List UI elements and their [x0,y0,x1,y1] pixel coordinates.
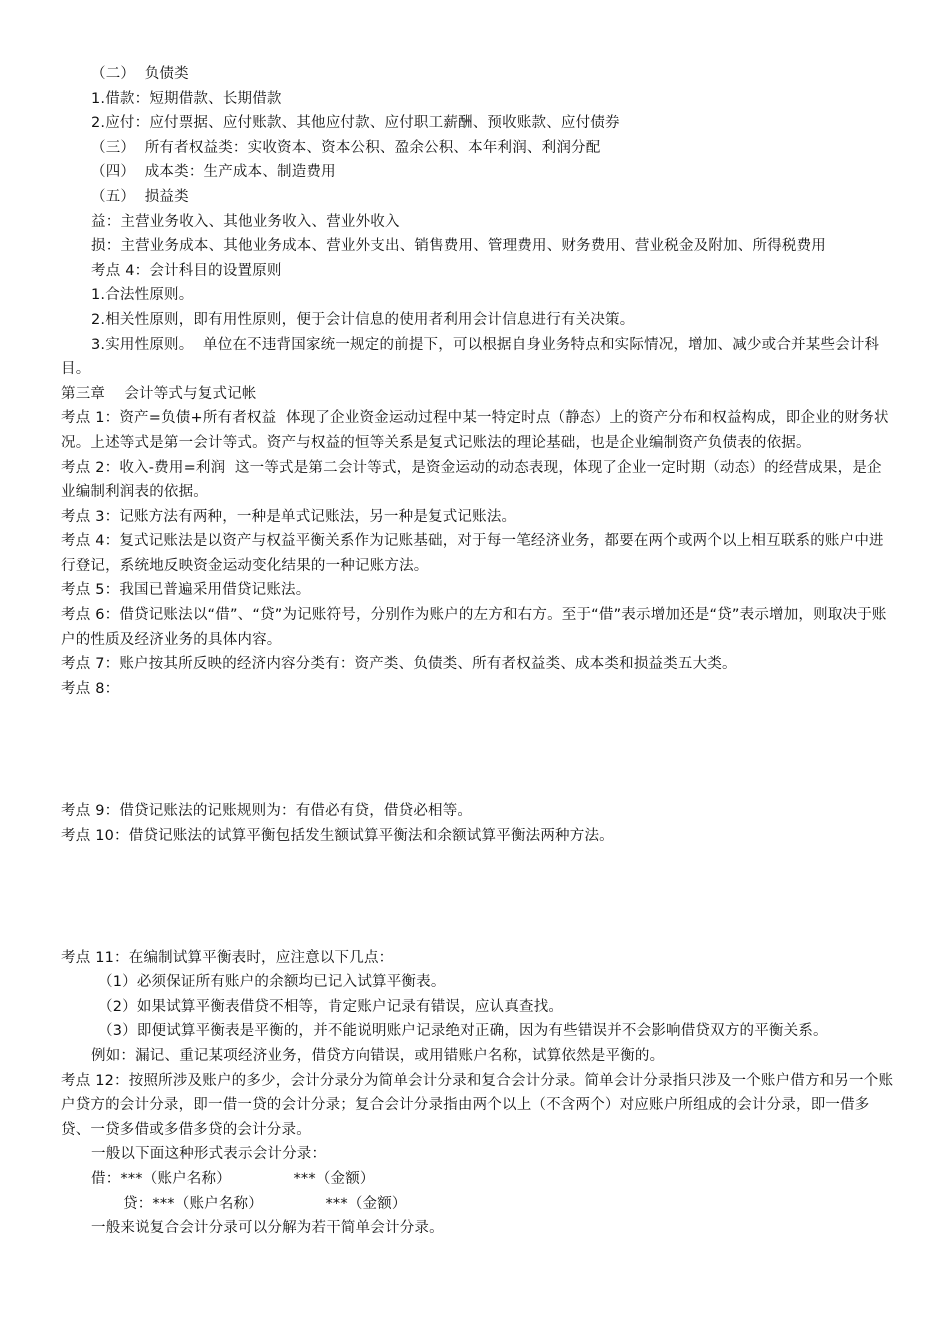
journal-credit-line: 贷：***（账户名称） ***（金额） [123,1195,407,1212]
list-item: （3）即便试算平衡表是平衡的，并不能说明账户记录绝对正确，因为有些错误并不会影响借贷双方的平衡关系。 [98,1023,828,1040]
point-paragraph: 考点 12：按照所涉及账户的多少，会计分录分为简单会计分录和复合会计分录。简单会计分录指只涉及一个账户借方和另一个账户贷方的会计分录，即一借一贷的会计分录；复合会计分录指由两个以上（不含两个）对应账户所组成的会计分录，即一借多贷、一贷多借或多借多贷的会计分录。 [61,1072,894,1138]
point-paragraph: 考点 9：借贷记账法的记账规则为：有借必有贷，借贷必相等。 [61,803,473,820]
point-paragraph: 考点 2：收入-费用=利润 这一等式是第二会计等式，是资金运动的动态表现，体现了企业一定时期（动态）的经营成果，是企业编制利润表的依据。 [61,459,882,501]
blank-space [61,701,895,799]
text-line: 2.相关性原则，即有用性原则，便于会计信息的使用者利用会计信息进行有关决策。 [91,311,635,328]
heading-liabilities: （二） 负债类 [91,66,189,82]
text-line: 一般以下面这种形式表示会计分录： [91,1146,327,1163]
point-paragraph: 考点 8： [61,680,120,697]
text-line: 一般来说复合会计分录可以分解为若干简单会计分录。 [91,1220,444,1237]
point-paragraph: 考点 4：复式记账法是以资产与权益平衡关系作为记账基础，对于每一笔经济业务，都要在两个或两个以上相互联系的账户中进行登记，系统地反映资金运动变化结果的一种记账方法。 [61,533,884,574]
list-item: （2）如果试算平衡表借贷不相等，肯定账户记录有错误，应认真查找。 [98,998,564,1015]
text-line: 1.借款：短期借款、长期借款 [91,90,282,107]
journal-debit-line: 借：***（账户名称） ***（金额） [91,1170,375,1187]
heading-equity: （三） 所有者权益类：实收资本、资本公积、盈余公积、本年利润、利润分配 [91,139,601,156]
document-page [61,62,895,1241]
point-paragraph: 考点 6：借贷记账法以“借”、“贷”为记账符号，分别作为账户的左方和右方。至于“借”表示增加还是“贷”表示增加，则取决于账户的性质及经济业务的具体内容。 [61,607,887,648]
text-line: 益：主营业务收入、其他业务收入、营业外收入 [91,213,400,230]
point-paragraph: 考点 5：我国已普遍采用借贷记账法。 [61,582,311,599]
text-line: 例如：漏记、重记某项经济业务，借贷方向错误，或用错账户名称，试算依然是平衡的。 [91,1048,665,1064]
point-paragraph: 考点 7：账户按其所反映的经济内容分类有：资产类、负债类、所有者权益类、成本类和损益类五大类。 [61,656,737,673]
heading-profit-loss: （五） 损益类 [91,188,189,205]
blank-space [61,849,895,946]
point-heading: 考点 4：会计科目的设置原则 [91,262,282,279]
text-line: 1.合法性原则。 [91,287,194,304]
chapter-title: 第三章 会计等式与复式记帐 [61,385,257,402]
heading-cost: （四） 成本类：生产成本、制造费用 [91,164,336,181]
point-paragraph: 考点 1：资产=负债+所有者权益 体现了企业资金运动过程中某一特定时点（静态）上的资产分布和权益构成，即企业的财务状况。上述等式是第一会计等式。资产与权益的恒等关系是复式记账法的理论基础，也是企业编制资产负债表的依据。 [61,410,889,451]
text-paragraph: 损：主营业务成本、其他业务成本、营业外支出、销售费用、管理费用、财务费用、营业税金及附加、所得税费用 [91,238,826,255]
list-item: （1）必须保证所有账户的余额均已记入试算平衡表。 [98,974,446,991]
point-paragraph: 考点 3：记账方法有两种，一种是单式记账法，另一种是复式记账法。 [61,508,517,525]
point-paragraph: 考点 11：在编制试算平衡表时，应注意以下几点： [61,949,394,966]
point-paragraph: 考点 10：借贷记账法的试算平衡包括发生额试算平衡法和余额试算平衡法两种方法。 [61,828,614,845]
text-paragraph: 3.实用性原则。 单位在不违背国家统一规定的前提下，可以根据自身业务特点和实际情况，增加、减少或合并某些会计科目。 [61,336,880,378]
text-line: 2.应付：应付票据、应付账款、其他应付款、应付职工薪酬、预收账款、应付债券 [91,115,620,132]
